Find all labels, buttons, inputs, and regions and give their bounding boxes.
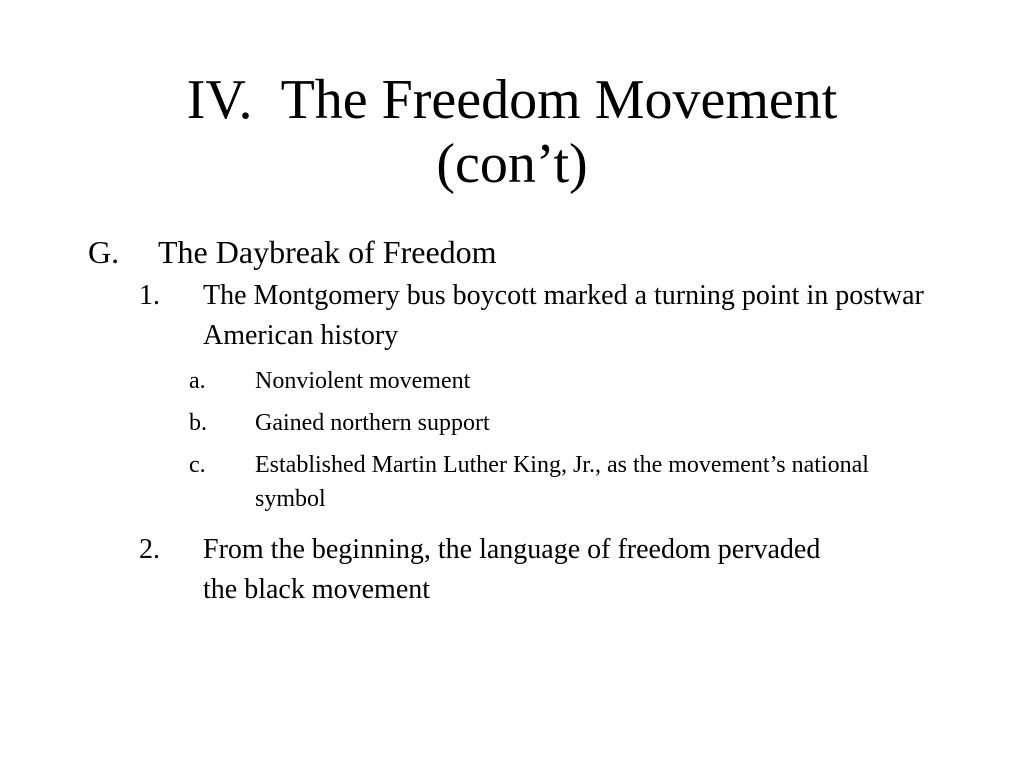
- subpoint-b-marker: b.: [189, 410, 207, 436]
- outline-heading: [0, 232, 1024, 276]
- point-2-marker: 2.: [139, 534, 160, 565]
- point-2-text: From the beginning, the language of freedom pervaded the black movement: [203, 534, 821, 605]
- point-2: [0, 530, 1024, 610]
- point-1-marker: 1.: [139, 280, 160, 311]
- title-number: IV.: [186, 69, 253, 131]
- title-subtitle: (con’t): [436, 133, 588, 195]
- title-line-1: [0, 68, 1024, 132]
- title-text: The Freedom Movement: [280, 69, 838, 131]
- outline-heading-text: The Daybreak of Freedom: [158, 234, 497, 270]
- subpoint-c-marker: c.: [189, 452, 206, 478]
- point-1: [0, 276, 1024, 356]
- slide-title: [0, 68, 1024, 196]
- subpoint-a: [0, 364, 1024, 398]
- subpoint-c-text: Established Martin Luther King, Jr., as the movement’s national symbol: [255, 452, 869, 512]
- point-1-text: The Montgomery bus boycott marked a turning point in postwar American history: [203, 280, 924, 351]
- subpoint-b: [0, 406, 1024, 440]
- outline-heading-marker: G.: [88, 234, 120, 270]
- subpoint-c: [0, 448, 1024, 516]
- subpoint-a-text: Nonviolent movement: [255, 368, 471, 394]
- subpoint-b-text: Gained northern support: [255, 410, 490, 436]
- subpoint-a-marker: a.: [189, 368, 206, 394]
- slide-body: [0, 232, 1024, 610]
